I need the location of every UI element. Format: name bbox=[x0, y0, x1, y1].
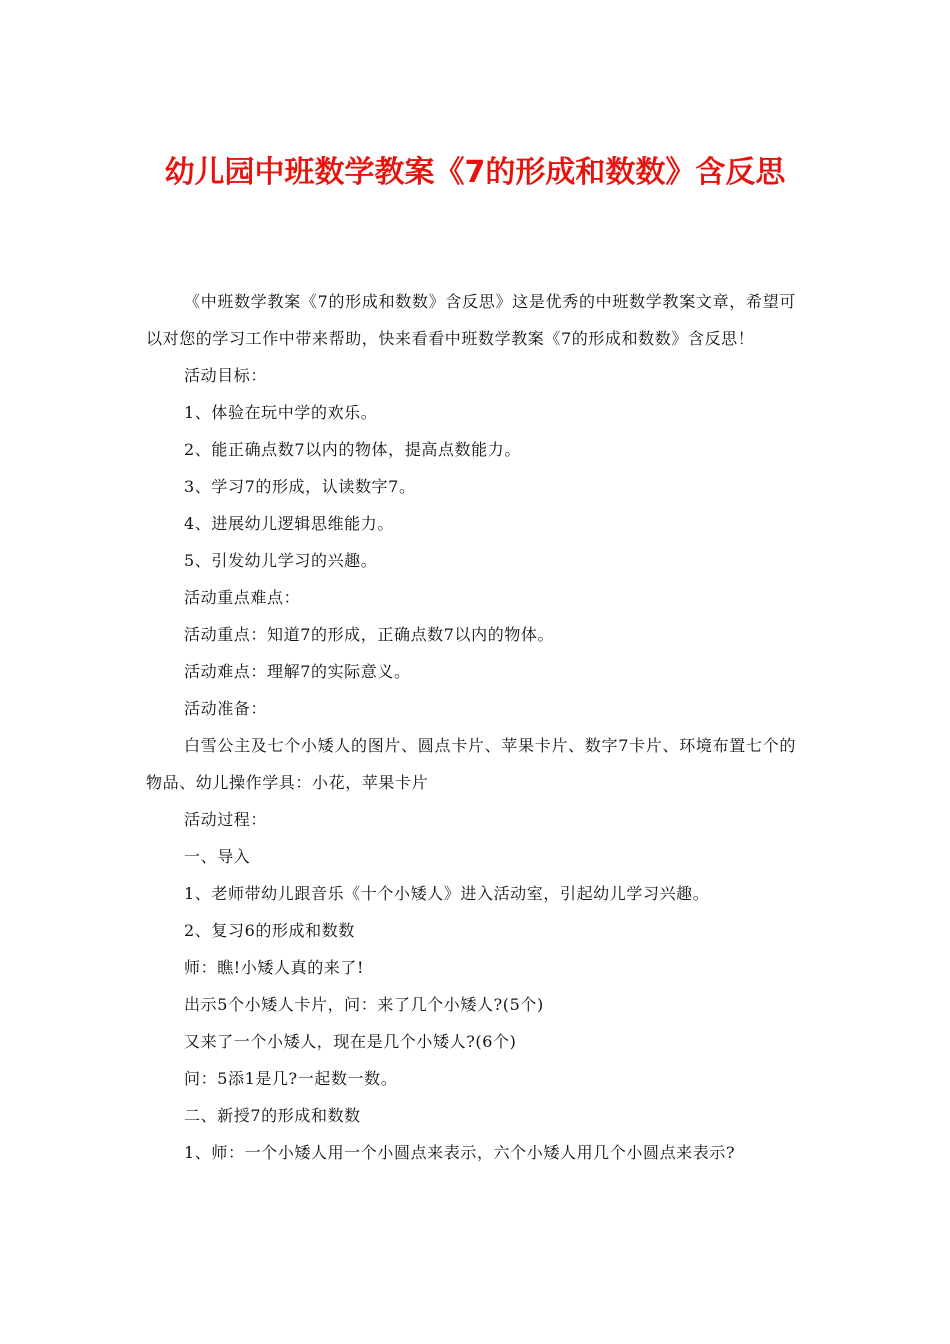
section-heading-goals: 活动目标： bbox=[184, 366, 268, 385]
goal-item: 3、学习7的形成，认读数字7。 bbox=[184, 477, 416, 496]
process-line: 师：瞧!小矮人真的来了! bbox=[184, 958, 365, 977]
key-point: 活动重点：知道7的形成，正确点数7以内的物体。 bbox=[184, 625, 555, 644]
process-line: 1、师：一个小矮人用一个小圆点来表示，六个小矮人用几个小圆点来表示? bbox=[184, 1143, 736, 1162]
difficult-point: 活动难点：理解7的实际意义。 bbox=[184, 662, 411, 681]
section-heading-preparation: 活动准备： bbox=[184, 699, 268, 718]
process-line: 问：5添1是几?一起数一数。 bbox=[184, 1069, 398, 1088]
goal-item: 4、进展幼儿逻辑思维能力。 bbox=[184, 514, 394, 533]
intro-paragraph: 《中班数学教案《7的形成和数数》含反思》这是优秀的中班数学教案文章，希望可以对您的学习工作中带来帮助，快来看看中班数学教案《7的形成和数数》含反思！ bbox=[146, 292, 796, 348]
process-line: 又来了一个小矮人，现在是几个小矮人?(6个) bbox=[184, 1032, 517, 1051]
process-step-heading: 二、新授7的形成和数数 bbox=[184, 1106, 361, 1125]
goal-item: 1、体验在玩中学的欢乐。 bbox=[184, 403, 378, 422]
document-body bbox=[146, 283, 796, 1171]
process-step-heading: 一、导入 bbox=[184, 847, 251, 866]
goal-item: 5、引发幼儿学习的兴趣。 bbox=[184, 551, 378, 570]
section-heading-key-points: 活动重点难点： bbox=[184, 588, 301, 607]
goal-item: 2、能正确点数7以内的物体，提高点数能力。 bbox=[184, 440, 521, 459]
preparation-paragraph: 白雪公主及七个小矮人的图片、圆点卡片、苹果卡片、数字7卡片、环境布置七个的物品、幼儿操作学具：小花，苹果卡片 bbox=[146, 736, 796, 792]
process-line: 出示5个小矮人卡片，问：来了几个小矮人?(5个) bbox=[184, 995, 544, 1014]
process-line: 2、复习6的形成和数数 bbox=[184, 921, 355, 940]
section-heading-process: 活动过程： bbox=[184, 810, 268, 829]
process-line: 1、老师带幼儿跟音乐《十个小矮人》进入活动室，引起幼儿学习兴趣。 bbox=[184, 884, 710, 903]
document-title: 幼儿园中班数学教案《7的形成和数数》含反思 bbox=[164, 155, 786, 190]
